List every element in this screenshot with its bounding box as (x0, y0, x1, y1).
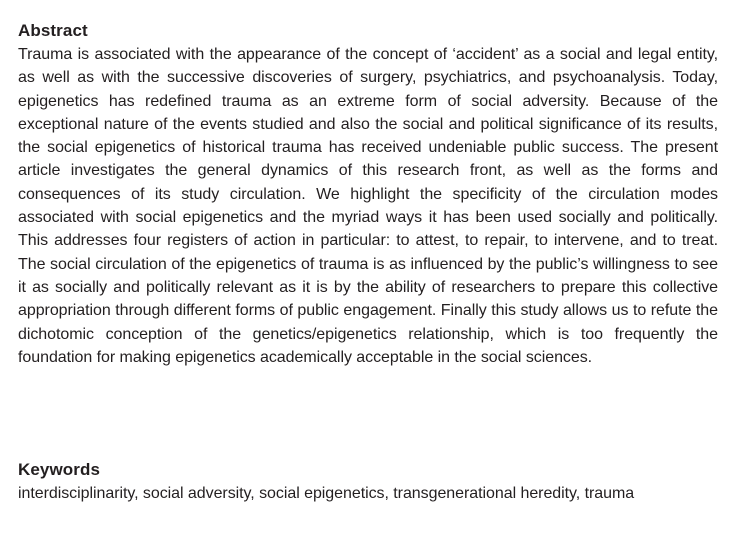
keywords-text: interdisciplinarity, social adversity, social epigenetics, transgenerational heredity, trauma (18, 485, 635, 502)
keywords-heading: Keywords (18, 460, 101, 479)
abstract-section (18, 20, 718, 369)
keywords-section (18, 459, 718, 505)
abstract-heading: Abstract (18, 21, 88, 40)
abstract-text: Trauma is associated with the appearance of the concept of ‘accident’ as a social and legal entity, as well as with the successive discoveries of surgery, psychiatrics, and psychoanalysis. Today, epigenetics has redefined trauma as an extreme form of social adversity. Because of the exceptional nature of the events studied and also the social and political significance of its results, the social epigenetics of historical trauma has received undeniable public success. The present article investigates the general dynamics of this research front, as well as the forms and consequences of its study circulation. We highlight the specificity of the circulation modes associated with social epigenetics and the myriad ways it has been used socially and politically. This addresses four registers of action in particular: to attest, to repair, to intervene, and to treat. The social circulation of the epigenetics of trauma is as influenced by the public’s willingness to see it as socially and politically relevant as it is by the ability of researchers to prepare this collective appropriation through different forms of public engagement. Finally this study allows us to refute the dichotomic conception of the genetics/epigenetics relationship, which is too frequently the foundation for making epigenetics academically acceptable in the social sciences. (18, 46, 718, 366)
